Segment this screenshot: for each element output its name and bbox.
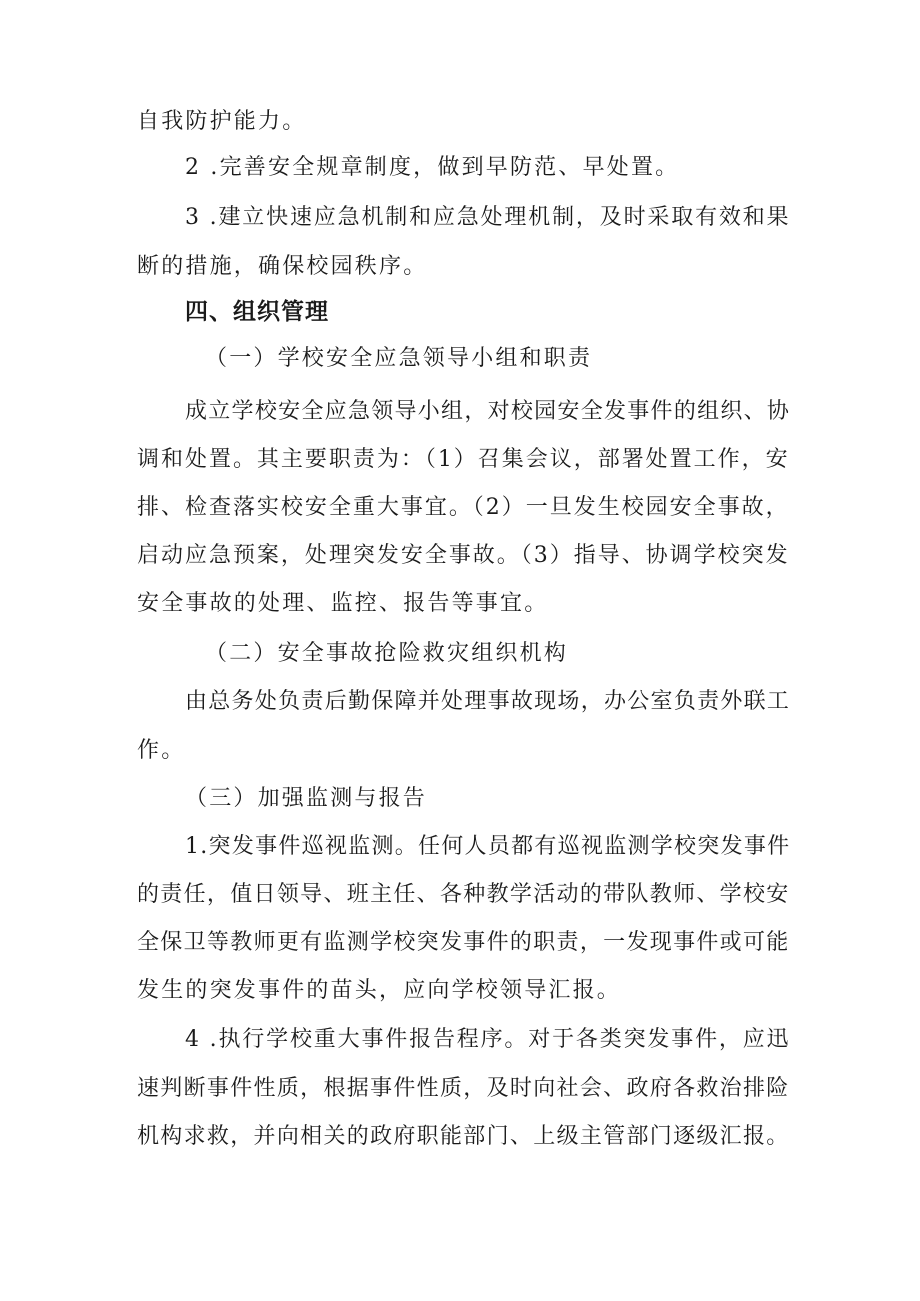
section-heading: 四、组织管理 [185,299,329,325]
text-line: 发生的突发事件的苗头，应向学校领导汇报。 [137,978,622,1003]
text-line: 机构求救，并向相关的政府职能部门、上级主管部门逐级汇报。 [137,1124,790,1149]
text-line: 成立学校安全应急领导小组，对校园安全发事件的组织、协 [185,399,791,424]
text-line: 2 .完善安全规章制度，做到早防范、早处置。 [185,155,680,180]
text-line: 3 .建立快速应急机制和应急处理机制，及时采取有效和果 [185,205,791,230]
text-line: 全保卫等教师更有监测学校突发事件的职责，一发现事件或可能 [137,930,790,955]
text-line: 的责任，值日领导、班主任、各种教学活动的带队教师、学校安 [137,882,790,907]
text-line: 启动应急预案，处理突发安全事故。（3）指导、协调学校突发 [137,543,790,568]
text-line: 由总务处负责后勤保障并处理事故现场，办公室负责外联工 [185,689,791,714]
subsection-heading: （二）安全事故抢险救灾组织机构 [205,641,569,666]
text-line: 安全事故的处理、监控、报告等事宜。 [137,591,549,616]
text-line: 排、检查落实校安全重大事宜。（2）一旦发生校园安全事故， [137,495,790,520]
text-line: 1.突发事件巡视监测。任何人员都有巡视监测学校突发事件 [185,834,791,859]
text-line: 自我防护能力。 [137,109,307,134]
text-line: 4 .执行学校重大事件报告程序。对于各类突发事件，应迅 [185,1027,791,1052]
text-line: 断的措施，确保校园秩序。 [137,254,428,279]
text-line: 调和处置。其主要职责为：（1）召集会议，部署处置工作，安 [137,447,790,472]
subsection-heading: （一）学校安全应急领导小组和职责 [205,346,593,371]
text-line: 作。 [137,738,186,763]
text-line: 速判断事件性质，根据事件性质，及时向社会、政府各救治排险 [137,1076,790,1101]
subsection-heading: （三）加强监测与报告 [185,786,428,811]
